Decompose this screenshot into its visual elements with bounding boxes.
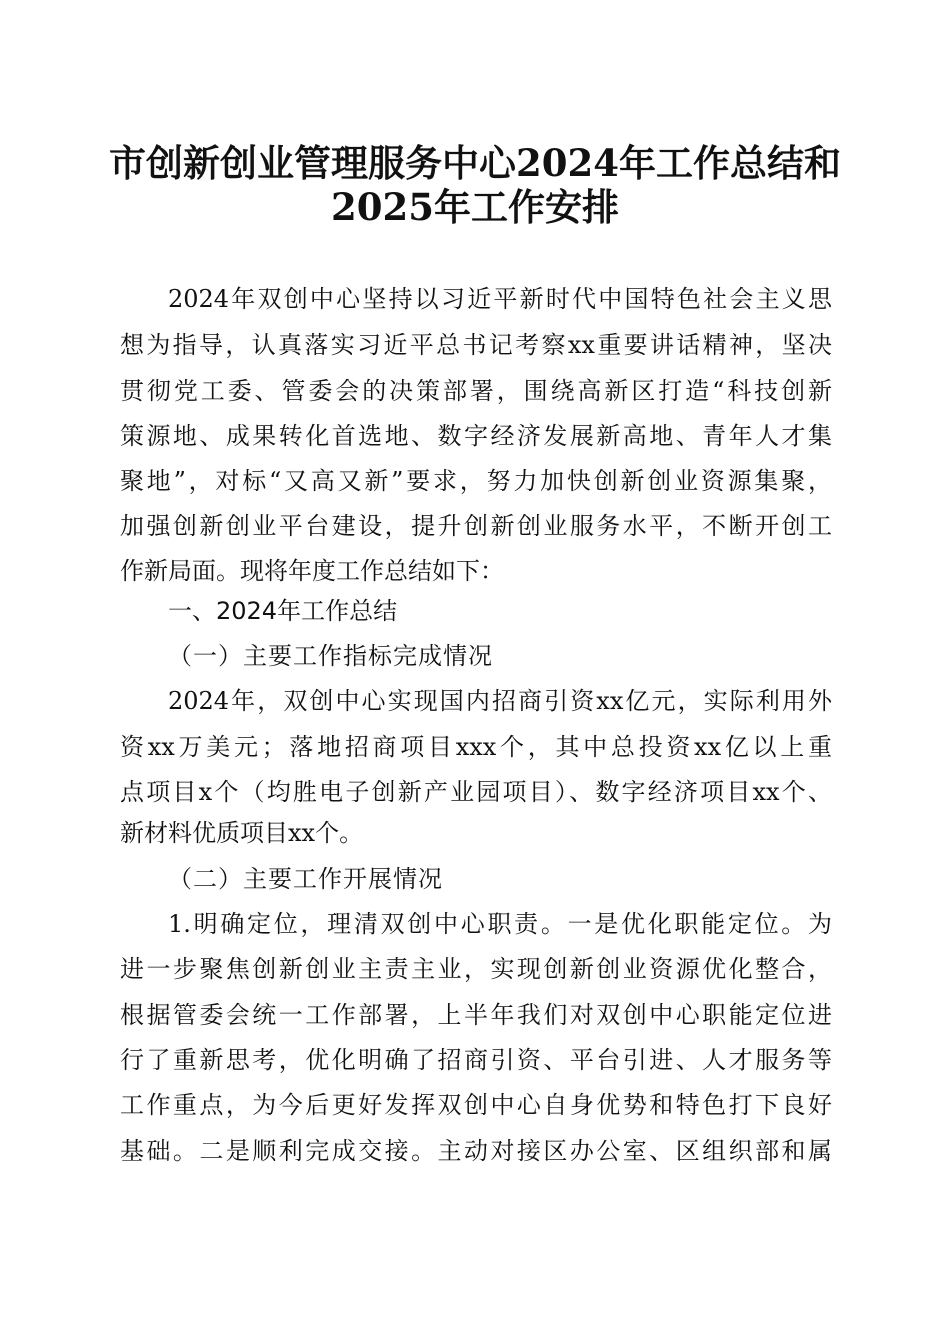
body-line: 行了重新思考，优化明确了招商引资、平台引进、人才服务等 bbox=[120, 1046, 832, 1074]
body-line: 资xx万美元；落地招商项目xxx个，其中总投资xx亿以上重 bbox=[120, 733, 832, 761]
section-heading: 一、2024年工作总结 bbox=[168, 597, 398, 625]
intro-line: 贯彻党工委、管委会的决策部署，围绕高新区打造“科技创新 bbox=[120, 377, 832, 405]
body-line: 进一步聚焦创新创业主责主业，实现创新创业资源优化整合， bbox=[120, 955, 832, 983]
intro-line: 加强创新创业平台建设，提升创新创业服务水平，不断开创工 bbox=[120, 512, 832, 540]
body-line: 基础。二是顺利完成交接。主动对接区办公室、区组织部和属 bbox=[120, 1137, 832, 1165]
intro-line: 聚地”，对标“又高又新”要求，努力加快创新创业资源集聚， bbox=[120, 467, 832, 495]
intro-line: 想为指导，认真落实习近平总书记考察xx重要讲话精神，坚决 bbox=[120, 331, 832, 359]
subsection-heading: （二）主要工作开展情况 bbox=[168, 865, 443, 893]
subsection-heading: （一）主要工作指标完成情况 bbox=[168, 642, 493, 670]
intro-line: 策源地、成果转化首选地、数字经济发展新高地、青年人才集 bbox=[120, 422, 832, 450]
body-line: 新材料优质项目xx个。 bbox=[120, 819, 364, 847]
body-line: 点项目x个（均胜电子创新产业园项目）、数字经济项目xx个、 bbox=[120, 778, 832, 806]
document-title-line-2: 2025年工作安排 bbox=[331, 185, 619, 229]
body-line: 2024年，双创中心实现国内招商引资xx亿元，实际利用外 bbox=[168, 687, 832, 715]
body-line: 1.明确定位，理清双创中心职责。一是优化职能定位。为 bbox=[168, 910, 832, 938]
body-line: 根据管委会统一工作部署，上半年我们对双创中心职能定位进 bbox=[120, 1001, 832, 1029]
intro-line: 作新局面。现将年度工作总结如下： bbox=[120, 557, 504, 585]
body-line: 工作重点，为今后更好发挥双创中心自身优势和特色打下良好 bbox=[120, 1091, 832, 1119]
intro-line: 2024年双创中心坚持以习近平新时代中国特色社会主义思 bbox=[168, 285, 832, 313]
document-title-line-1: 市创新创业管理服务中心2024年工作总结和 bbox=[109, 141, 841, 185]
